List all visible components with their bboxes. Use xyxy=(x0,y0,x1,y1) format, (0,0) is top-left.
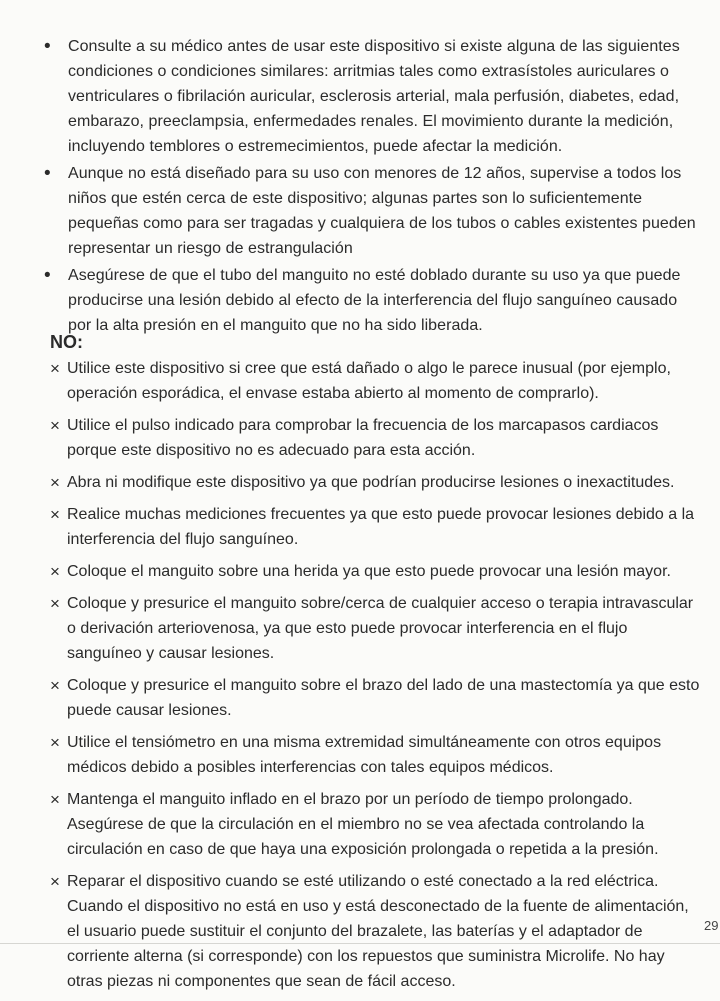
no-item xyxy=(50,413,702,463)
bullet-icon: • xyxy=(44,163,51,184)
no-list xyxy=(50,356,702,1001)
precaution-bullets xyxy=(44,34,704,340)
no-item-text: Utilice el tensiómetro en una misma extremidad simultáneamente con otros equipos médicos debido a posibles interferencias con tales equipos médicos. xyxy=(67,734,662,776)
no-item-text: Abra ni modifique este dispositivo ya que podrían producirse lesiones o inexactitudes. xyxy=(67,474,675,491)
bullet-text: Consulte a su médico antes de usar este dispositivo si existe alguna de las siguientes condiciones o condiciones similares: arritmias tales como extrasístoles auriculares o ventriculares o fibrilación auricular, esclerosis arterial, mala perfusión, diabetes, edad, embarazo, preeclampsia, enfermedades renales. El movimiento durante la medición, incluyendo temblores o estremecimientos, puede afectar la medición. xyxy=(68,38,680,155)
page-number: 29 xyxy=(704,918,719,933)
cross-icon: × xyxy=(50,790,60,809)
no-item xyxy=(50,591,702,666)
no-item xyxy=(50,730,702,780)
bullet-text: Asegúrese de que el tubo del manguito no esté doblado durante su uso ya que puede producirse una lesión debido al efecto de la interferencia del flujo sanguíneo causado por la alta presión en el manguito que no ha sido liberada. xyxy=(68,267,681,334)
cross-icon: × xyxy=(50,562,60,581)
no-item-text: Coloque y presurice el manguito sobre/cerca de cualquier acceso o terapia intravascular o derivación arteriovenosa, ya que esto puede provocar interferencia en el flujo sanguíneo y causar lesiones. xyxy=(67,595,694,662)
bullet-item xyxy=(44,263,704,338)
no-heading: NO: xyxy=(50,332,83,352)
bullet-icon: • xyxy=(44,36,51,57)
no-item-text: Utilice este dispositivo si cree que está dañado o algo le parece inusual (por ejemplo, operación esporádica, el envase estaba abierto al momento de comprarlo). xyxy=(67,360,671,402)
cross-icon: × xyxy=(50,359,60,378)
no-item xyxy=(50,502,702,552)
cross-icon: × xyxy=(50,872,60,891)
bullet-icon: • xyxy=(44,265,51,286)
no-item xyxy=(50,559,702,584)
cross-icon: × xyxy=(50,505,60,524)
bullet-text: Aunque no está diseñado para su uso con menores de 12 años, supervise a todos los niños que estén cerca de este dispositivo; algunas partes son lo suficientemente pequeñas como para ser tragadas y cualquiera de los tubos o cables existentes pueden representar un riesgo de estrangulación xyxy=(68,165,696,257)
cross-icon: × xyxy=(50,676,60,695)
no-item-text: Utilice el pulso indicado para comprobar la frecuencia de los marcapasos cardiacos porque este dispositivo no es adecuado para esta acción. xyxy=(67,417,659,459)
bottom-divider xyxy=(0,943,720,944)
no-item xyxy=(50,673,702,723)
cross-icon: × xyxy=(50,416,60,435)
bullet-item xyxy=(44,161,704,261)
no-item xyxy=(50,869,702,994)
no-item-text: Mantenga el manguito inflado en el brazo por un período de tiempo prolongado. Asegúrese de que la circulación en el miembro no se vea afectada controlando la circulación en caso de que haya una exposición prolongada o repetida a la presión. xyxy=(67,791,659,858)
no-item-text: Coloque y presurice el manguito sobre el brazo del lado de una mastectomía ya que esto puede causar lesiones. xyxy=(67,677,700,719)
no-item xyxy=(50,470,702,495)
no-item-text: Realice muchas mediciones frecuentes ya que esto puede provocar lesiones debido a la interferencia del flujo sanguíneo. xyxy=(67,506,695,548)
no-item-text: Reparar el dispositivo cuando se esté utilizando o esté conectado a la red eléctrica. Cuando el dispositivo no está en uso y está desconectado de la fuente de alimentación, el usuario puede sustituir el conjunto del brazalete, las baterías y el adaptador de corriente alterna (si corresponde) con los repuestos que suministra Microlife. No hay otras piezas ni componentes que sean de fácil acceso. xyxy=(67,873,689,990)
cross-icon: × xyxy=(50,473,60,492)
no-item xyxy=(50,356,702,406)
bullet-item xyxy=(44,34,704,159)
no-item-text: Coloque el manguito sobre una herida ya que esto puede provocar una lesión mayor. xyxy=(67,563,671,580)
cross-icon: × xyxy=(50,594,60,613)
no-item xyxy=(50,787,702,862)
cross-icon: × xyxy=(50,733,60,752)
